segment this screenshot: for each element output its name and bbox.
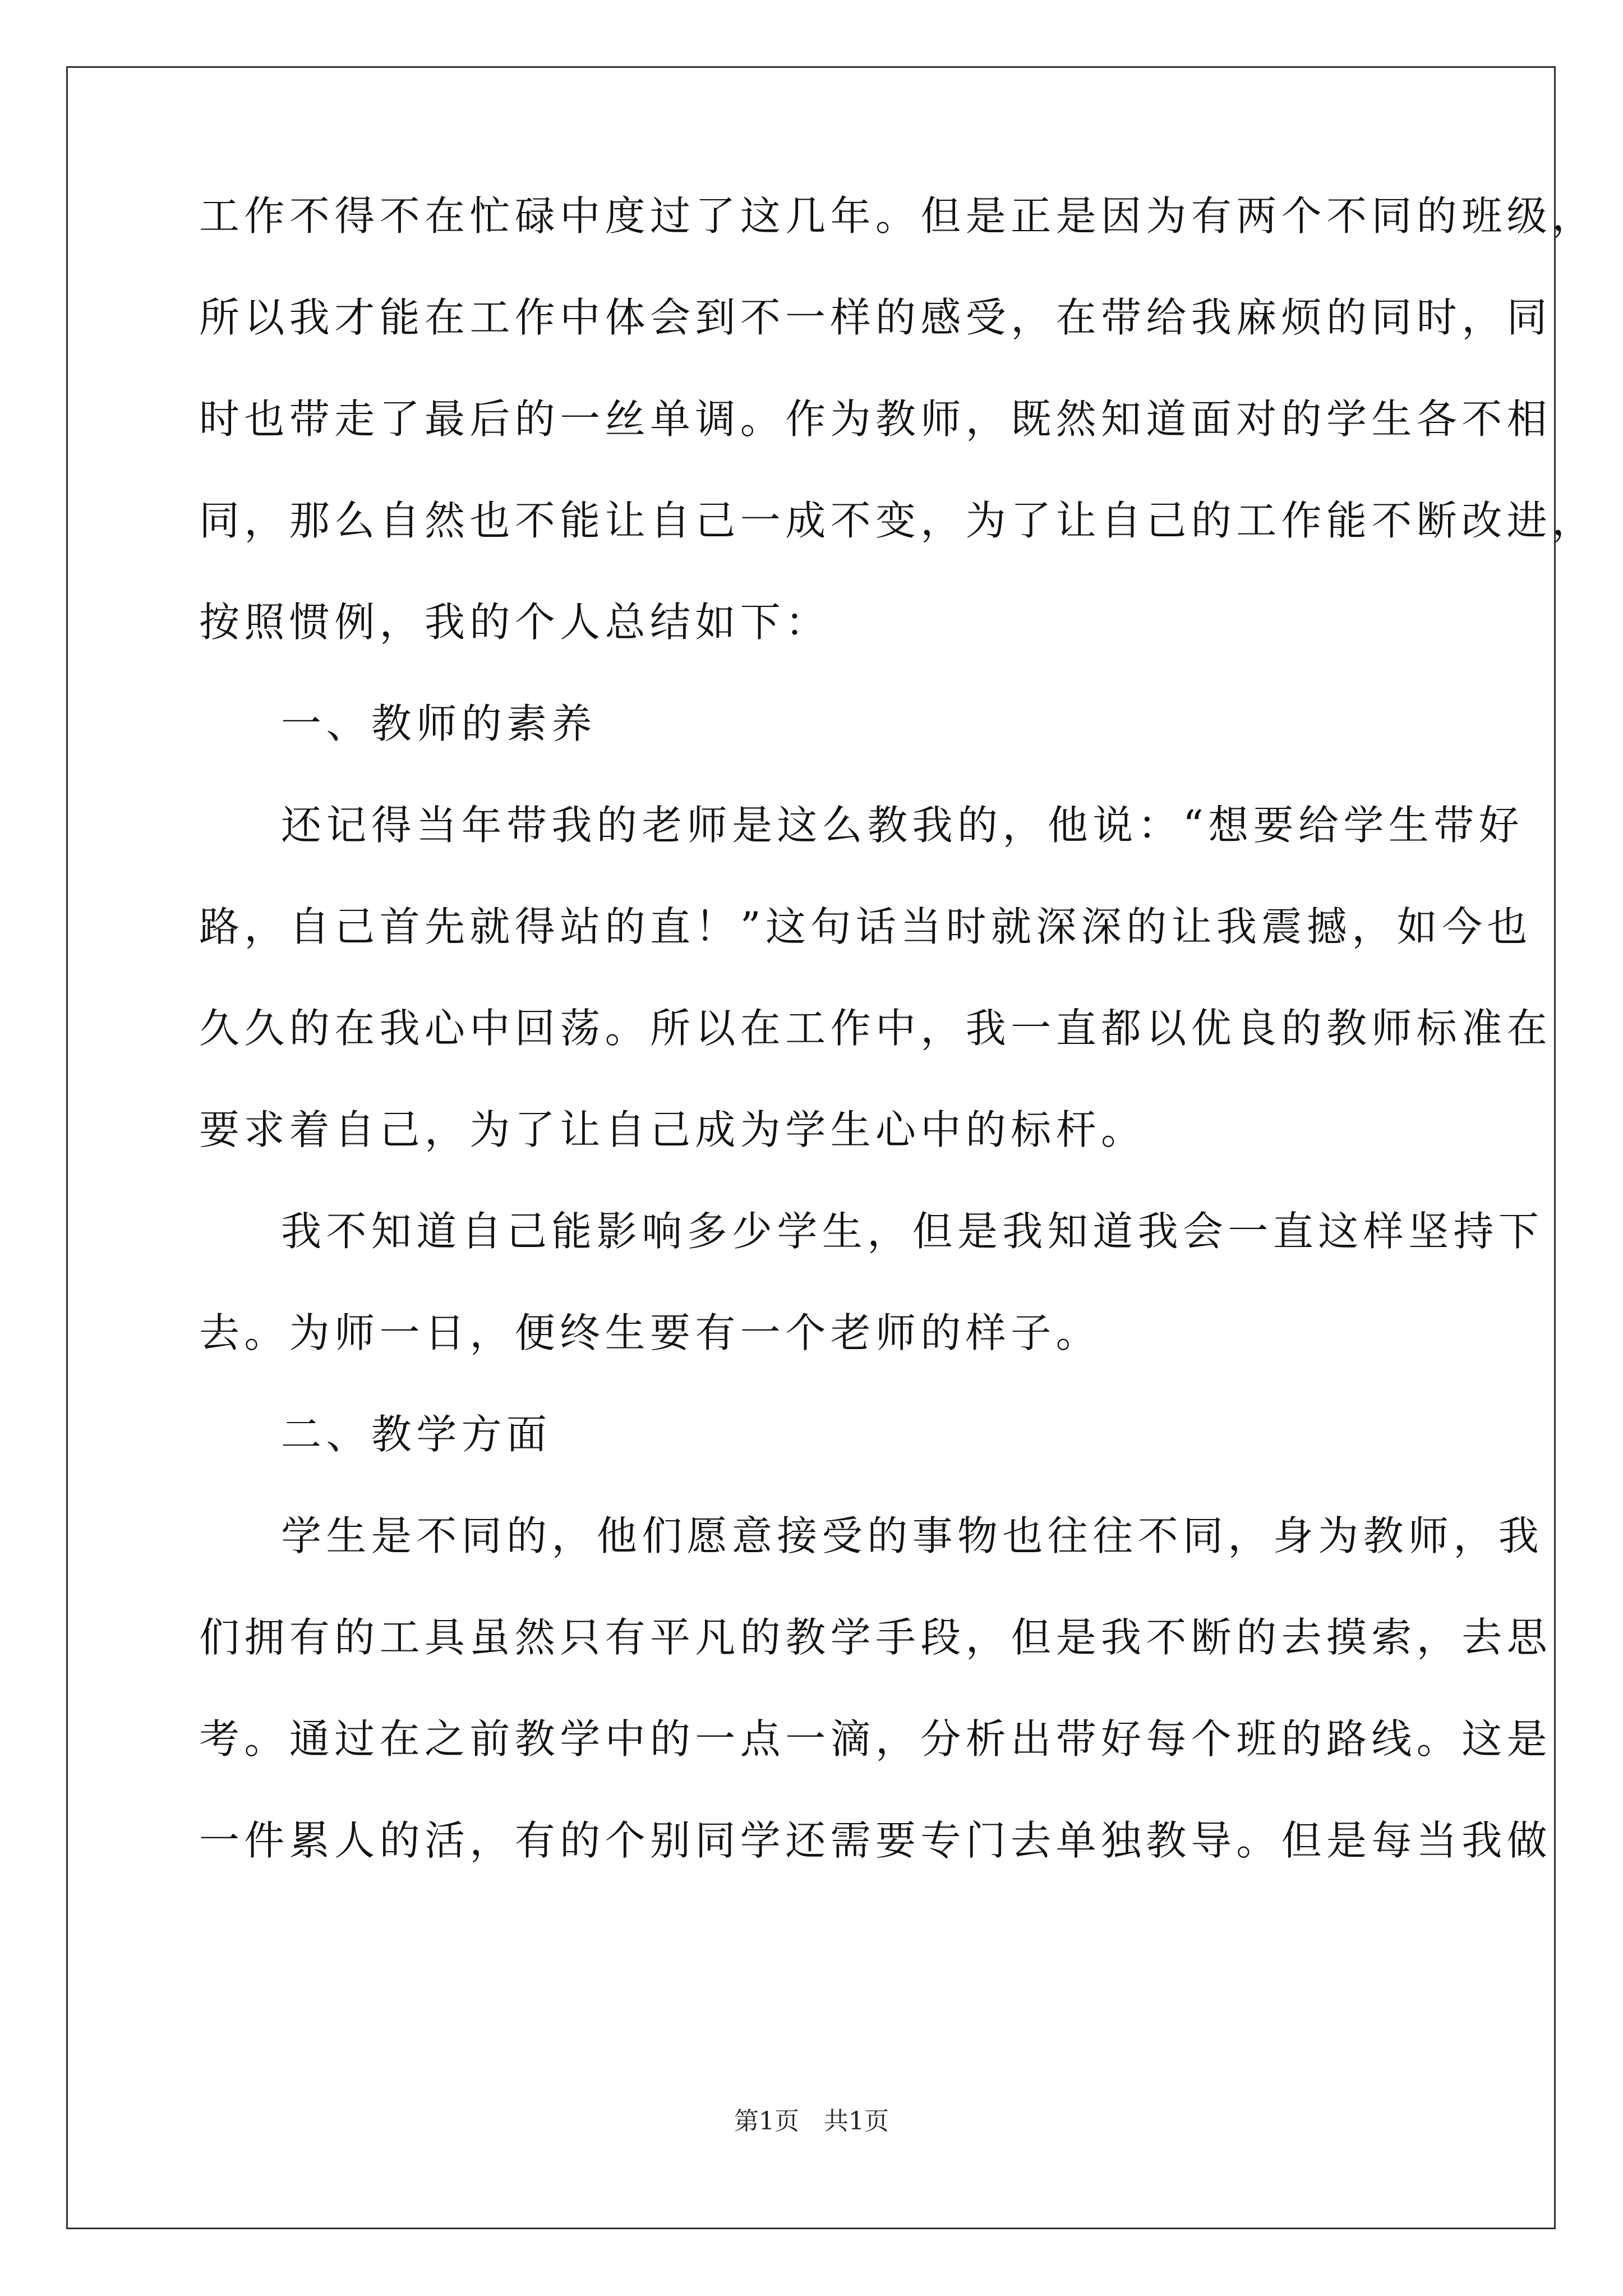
section-heading: 二、教学方面 <box>281 1411 552 1458</box>
paragraph-line: 要求着自己，为了让自己成为学生心中的标杆。 <box>199 1106 1146 1153</box>
page-number-footer: 第1页 共1页 <box>734 2107 889 2136</box>
paragraph-line: 考。通过在之前教学中的一点一滴，分析出带好每个班的路线。这是 <box>199 1715 1552 1763</box>
paragraph-line: 所以我才能在工作中体会到不一样的感受，在带给我麻烦的同时，同 <box>199 294 1552 341</box>
paragraph-line: 还记得当年带我的老师是这么教我的，他说：“想要给学生带好 <box>281 802 1524 849</box>
paragraph-line: 路，自己首先就得站的直！”这句话当时就深深的让我震撼，如今也 <box>199 903 1532 950</box>
paragraph-line: 同，那么自然也不能让自己一成不变，为了让自己的工作能不断改进， <box>199 497 1597 544</box>
paragraph-line: 们拥有的工具虽然只有平凡的教学手段，但是我不断的去摸索，去思 <box>199 1614 1552 1661</box>
paragraph-line: 久久的在我心中回荡。所以在工作中，我一直都以优良的教师标准在 <box>199 1005 1552 1052</box>
section-heading: 一、教师的素养 <box>281 700 597 747</box>
paragraph-line: 时也带走了最后的一丝单调。作为教师，既然知道面对的学生各不相 <box>199 395 1552 443</box>
paragraph-line: 学生是不同的，他们愿意接受的事物也往往不同，身为教师，我 <box>281 1512 1544 1559</box>
paragraph-line: 去。为师一日，便终生要有一个老师的样子。 <box>199 1309 1101 1356</box>
paragraph-line: 我不知道自己能影响多少学生，但是我知道我会一直这样坚持下 <box>281 1208 1544 1255</box>
paragraph-line: 一件累人的活，有的个别同学还需要专门去单独教导。但是每当我做 <box>199 1817 1552 1864</box>
paragraph-line: 按照惯例，我的个人总结如下： <box>199 599 831 646</box>
paragraph-line: 工作不得不在忙碌中度过了这几年。但是正是因为有两个不同的班级， <box>199 192 1597 240</box>
